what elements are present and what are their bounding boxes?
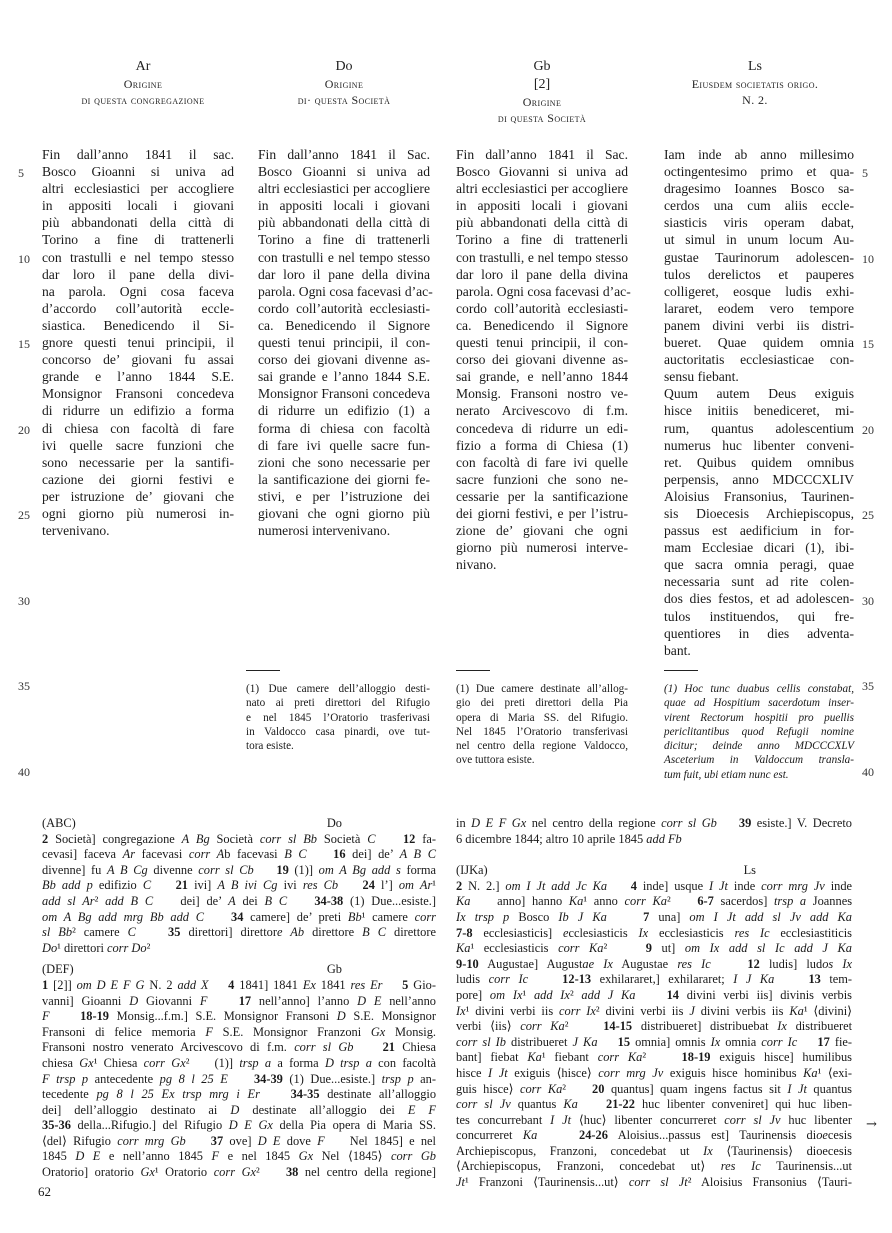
apparatus-line: concurreret Ka 24-26 Aloisius...passus est] Taurinensis dioecesis [456,1128,852,1143]
text-line: dar loro il pane della divina [456,266,628,282]
text-line: Quum autem Deus exiguis [664,386,854,402]
apparatus-line: Bb add p edifizio C 21 ivi] A B ivi Cg ivi res Cb 24 l’] om Ar¹ [42,878,437,893]
text-line: Monsignor Fransoni concedeva [258,386,430,402]
text-line: cerdos una cum aliis eccle- [664,198,854,214]
column-heading-do [258,58,430,108]
text-line: que sacra omnia peragi, quae [664,557,854,573]
text-line: più abbandonati della città di [456,215,628,231]
apparatus-line: Ix¹ divini verbi iis corr Ix² divini verbi iis J divini verbis iis Ka¹ ⟨divini⟩ [456,1003,853,1018]
text-line: bueret. Quae quidem omnia [664,335,854,351]
column-heading-ls [650,58,860,108]
apparatus-entries-gb-continued [456,816,852,847]
text-line: di fare ivi quelle sacre fun- [258,437,430,453]
text-line: Fin dall’anno 1841 il Sac. [456,147,628,162]
footnote-ls [664,682,854,782]
text-line: lararet, eodem vero tempore [664,300,854,316]
heading-line: Origine [324,77,364,91]
column-heading-gb [456,58,628,126]
apparatus-line: corr sl Ib distribueret J Ka 15 omnia] omnis Ix omnia corr Ic 17 fie- [456,1034,853,1049]
line-number: 30 [18,593,30,608]
apparatus-line: sl Bb² camere C 35 direttori] direttore Ab direttore B C direttore [42,925,436,940]
text-line: necessaria sunt ad rite colen- [664,574,854,590]
apparatus-line: 6 dicembre 1844; altro 10 aprile 1845 add Fb [456,831,682,846]
apparatus-line: corr sl Jv quantus Ka 21-22 huc libenter conveniret] qui huc liben- [456,1097,852,1112]
text-line: con trastulli, e nel tempo stesso [456,249,628,265]
apparatus-line: Oratorio] oratorio Gx¹ Oratorio corr Gx² 38 nel centro della regione] [42,1165,436,1180]
heading-line: di questa congregazione [81,93,205,107]
apparatus-line: chiesa Gx¹ Chiesa corr Gx² (1)] trsp a a forma D trsp a con facoltà [42,1055,437,1070]
footnote-line: ove tuttora esiste. [456,754,535,767]
text-line: con trastulli e nel tempo stesso [258,249,430,265]
text-line: Fin dall’anno 1841 il sac. [42,147,234,162]
apparatus-line: 35-36 della...Rifugio.] del Rifugio D E Gx della Pia opera di Maria SS. [42,1118,436,1133]
text-line: concedeva di ridurre un edi- [456,420,628,436]
line-number: 5 [18,166,24,181]
line-number: 40 [18,764,30,779]
text-line: di ridurre un edifizio a forma [42,403,234,419]
text-line: di chiesa con facoltà di fare [42,420,234,436]
text-line: perpensis, anno MDCCCXLIV [664,471,854,487]
text-line: sis Dioecesis Archiepiscopus, [664,505,854,521]
text-line: mam Ecclesiae dicari (1), ibi- [664,540,854,556]
text-line: questi tenui principii, il con- [258,335,430,351]
line-number: 20 [18,422,30,437]
footnote-line: (1) Due camere destinate all’allog- [456,683,628,695]
line-number: 10 [18,251,30,266]
text-line: parola. Ogni cosa facevasi d’ac- [258,283,433,299]
line-number: 30 [862,593,874,608]
text-line: dragesimo Ioannes Bosco sa- [664,181,854,197]
line-number: 20 [862,422,874,437]
apparatus-line: Do¹ direttori corr Do² [42,940,151,955]
apparatus-line: F trsp p antecedente pg 8 l 25 E 34-39 (1) Due...esiste.] trsp p an- [42,1071,436,1086]
line-number: 25 [18,508,30,523]
line-number: 5 [862,166,868,181]
text-line: fizio a forma di Chiesa (1) [456,437,628,453]
footnote-line: (1) Hoc tunc duabus cellis constabat, [664,683,854,695]
apparatus-siglum: Do [326,816,342,830]
text-line: Torino a fine di trattenerli [42,232,234,248]
text-line: auctoritatis ecclesiasticae con- [664,352,854,368]
apparatus-line: 2 Società] congregazione A Bg Società corr sl Bb Società C 12 fa- [42,831,436,846]
apparatus-line: 2 N. 2.] om I Jt add Jc Ka 4 inde] usque I Jt inde corr mrg Jv inde [456,878,853,893]
text-line: in appositi locali i giovani [258,198,430,214]
heading-line: di· questa Società [297,93,391,107]
critical-apparatus-right [456,816,852,1191]
text-line: Monsignor Fransoni concedeva [42,386,234,402]
text-line: grande e l’anno 1844 S.E. [42,369,234,385]
apparatus-line: Jt¹ Franzoni ⟨Taurinensis...ut⟩ corr sl Jt² Aloisius Fransonius ⟨Tauri- [456,1175,852,1190]
apparatus-siglum: Gb [326,962,342,977]
critical-apparatus-left [42,816,436,1181]
text-line: tulos instituendos, qui fre- [664,608,854,624]
apparatus-line: verbi ⟨iis⟩ corr Ka² 14-15 distribueret] distribuebat Ix distribueret [456,1019,853,1034]
text-line: numerosi intervenivano. [258,523,391,539]
text-line: cordo coll’autorità ecclesiasti- [456,300,628,316]
text-line: quentiores in dies adventa- [664,625,854,641]
text-line: sono necessarie per la santifi- [42,454,234,470]
text-line: dar loro il pane della divina [258,266,430,282]
text-line: corso dei giovani divenne as- [456,352,628,368]
text-line: in appositi locali i giovani [42,198,234,214]
text-line: di ridurre un edifizio (1) a [258,403,430,419]
text-line: altri ecclesiastici per accogliere [258,181,430,197]
text-column-ls [664,146,854,659]
siglum: Ar [135,59,151,74]
text-line: tulos derelictos et pauperes [664,266,854,282]
apparatus-line: om A Bg add mrg Bb add C 34 camere] de’ preti Bb¹ camere corr [42,909,436,924]
text-line: Bosco Gioanni si univa ad [258,164,430,180]
footnote-line: (1) Due camere dell’alloggio desti- [246,683,430,695]
heading-line: N. 2. [742,93,768,107]
apparatus-group: (IJKa) [456,863,488,878]
text-line: sai grande, e nell’anno 1844 [456,369,628,385]
apparatus-line: Ka¹ ecclesiasticis corr Ka² 9 ut] om Ix add sl Ic add J Ka [456,941,852,956]
text-line: cessarie per la santificazione [456,488,628,504]
text-line: numerus huc libenter conveni- [664,437,854,453]
apparatus-line: pore] om Ix¹ add Ix² add J Ka 14 divini verbi iis] divinis verbis [456,987,853,1002]
heading-line: Origine [123,77,163,91]
text-line: giovani che ogni giorno più [258,505,430,521]
footnote-line: nel centro della regione Valdocco, [456,740,628,753]
siglum: Gb [533,59,551,74]
line-number: 40 [862,764,874,779]
text-line: zione de’ giovani che ogni [456,523,628,539]
apparatus-line: 1845 D E e nell’anno 1845 F e nel 1845 Gx Nel ⟨1845⟩ corr Gb [42,1149,436,1164]
text-line: octingentesimo primo et qua- [664,164,854,180]
apparatus-entries-do [42,832,436,957]
column-heading-ar [40,58,246,108]
footnote-line: gio dei preti direttori della Pia [456,697,628,710]
footnote-rule [246,670,280,671]
apparatus-line: Archiepiscopus, Franzoni, concedebat ut Ix ⟨Taurinensis⟩ dioecesis [456,1143,852,1158]
apparatus-line: dei] dell’alloggio destinato ai D destinate all’alloggio dei E F [42,1102,436,1117]
footnote-rule [456,670,490,671]
text-line: con trastulli e nel tempo stesso [42,249,234,265]
apparatus-line: vanni] Gioanni D Giovanni F 17 nell’anno] l’anno D E nell’anno [42,993,437,1008]
footnote-line: virent Rectorum hospitii pro puellis [664,711,854,724]
text-line: gustae Taurinorum adolescen- [664,249,854,265]
text-line: siasticis viris operam dabat, [664,215,854,231]
footnote-line: tum fuit, ubi etiam nunc est. [664,768,789,781]
text-line: in appositi locali i giovani [456,198,628,214]
footnote-do [246,682,430,753]
apparatus-line: guis hisce⟩ corr Ka² 20 quantus] quam ingens factus sit I Jt quantus [456,1081,852,1096]
text-column-gb [456,146,631,573]
apparatus-line: 1 [2]] om D E F G N. 2 add X 4 1841] 1841 Ex 1841 res Er 5 Gio- [42,977,436,992]
apparatus-siglum: Ls [743,863,756,878]
footnote-line: e nel 1845 l’Oratorio trasferivasi [246,711,430,724]
apparatus-line: Ix trsp p Bosco Ib J Ka 7 una] om I Jt add sl Jv add Ka [456,909,852,924]
text-line: siastica. Benedicendo il Si- [42,317,234,333]
text-line: dos dies festos, et ad adolescen- [664,591,854,607]
apparatus-group-header [456,863,756,879]
section-number: [2] [533,77,551,92]
line-number: 35 [862,679,874,694]
apparatus-entries-gb [42,978,436,1181]
text-line: Monsig. Fransoni nostro ve- [456,386,628,402]
text-line: ivi quelle sacre funzioni che [42,437,234,453]
text-line: na parola. Ogni cosa faceva [42,283,234,299]
text-line: d’accordo coll’autorità eccle- [42,300,234,316]
text-line: dar loro il pane della divi- [42,266,234,282]
text-line: ogni giorno più numerosi in- [42,505,234,521]
footnote-line: opera di Maria SS. del Rifugio. [456,711,628,724]
apparatus-line: Ka anno] hanno Ka¹ anno corr Ka² 6-7 sacerdos] trsp a Joannes [456,894,853,909]
siglum: Do [335,59,353,74]
text-line: giorno più numerosi interve- [456,540,628,556]
text-line: Bosco Giovanni si univa ad [456,164,628,180]
line-number: 35 [18,679,30,694]
apparatus-line: divenne] fu A B Cg divenne corr sl Cb 19 (1)] om A Bg add s forma [42,862,437,877]
apparatus-group: (ABC) [42,816,76,830]
text-line: cazione dei giorni festivi e [42,471,234,487]
text-line: forma di chiesa con facoltà [258,420,430,436]
text-line: colligeret, eosque ludis exhi- [664,283,854,299]
footnote-line: nato ai preti direttori del Rifugio [246,697,430,710]
text-line: ca. Benedicendo il Signore [258,317,430,333]
line-number: 15 [18,337,30,352]
text-line: ret. Quibus quidem omnibus [664,454,854,470]
text-line: Fin dall’anno 1841 il Sac. [258,147,430,162]
apparatus-line: hisce I Jt exiguis ⟨hisce⟩ corr mrg Jv exiguis hisce hominibus Ka¹ ⟨exi- [456,1065,852,1080]
footnote-rule [664,670,698,671]
apparatus-line: ⟨del⟩ Rifugio corr mrg Gb 37 ove] D E dove F Nel 1845] e nel [42,1133,436,1148]
apparatus-line: in D E F Gx nel centro della regione corr sl Gb 39 esiste.] V. Decreto [456,816,852,830]
apparatus-entries-ls [456,879,852,1191]
apparatus-line: cevasi] faceva Ar facevasi corr Ab facevasi B C 16 dei] de’ A B C [42,847,437,862]
siglum: Ls [748,59,762,74]
text-line: altri ecclesiastici per accogliere [42,181,234,197]
text-line: più abbandonati della città di [42,215,234,231]
footnote-line: periclitantibus quod Refugii nomine [664,725,854,738]
apparatus-line: 9-10 Augustae] Augustae Ix Augustae res Ic 12 ludis] ludos Ix [456,956,852,971]
footnote-line: quae ad Hospitium sacerdotum inser- [664,697,854,710]
text-line: zioni che sono necessarie per [258,454,430,470]
apparatus-group-header [42,816,342,832]
text-line: dei giorni festivi, e per l’istru- [456,505,628,521]
heading-line: Origine [522,95,562,109]
apparatus-line: ⟨Archiepiscopus, Franzoni, concedebat ut⟩ res Ic Taurinensis...ut [456,1159,852,1174]
text-line: per istruzione de’ giovani che [42,488,234,504]
footnote-line: Asceterium in Valdoccum transla- [664,754,854,767]
text-column-do [258,146,433,539]
heading-line: Eiusdem societatis origo. [691,77,819,91]
text-line: bant. [664,642,691,658]
text-line: la santificazione dei giorni fe- [258,471,430,487]
text-line: Iam inde ab anno millesimo [664,147,854,162]
text-line: stivi, e per l’istruzione dei [258,488,430,504]
text-line: più abbandonati della città di [258,215,430,231]
text-line: sai grande e l’anno 1844 S.E. [258,369,430,385]
apparatus-line: Fransoni di felice memoria F S.E. Monsignor Franzoni Gx Monsig. [42,1024,436,1039]
apparatus-group: (DEF) [42,962,74,977]
footnote-line: in Valdocco casa pinardi, ove tut- [246,725,430,738]
apparatus-line: 7-8 ecclesiasticis] ecclesiasticis Ix ecclesiasticis res Ic ecclesiastiticis [456,925,852,940]
text-line: sensu fiebant. [664,369,739,385]
text-column-ar [42,146,234,539]
apparatus-line: ludis corr Ic 12-13 exhilararet,] exhilararet; I J Ka 13 tem- [456,972,853,987]
text-line: rum, quantus adolescentium [664,420,854,436]
line-number: 10 [862,251,874,266]
text-line: panem divini verbi iis distri- [664,317,854,333]
text-line: corso dei giovani divenne as- [258,352,430,368]
apparatus-line: tes concurrebant I Jt ⟨huc⟩ libenter concurreret corr sl Jv huc libenter [456,1112,852,1127]
text-line: Bosco Gioanni si univa ad [42,164,234,180]
text-line: passus est aedificium in for- [664,523,854,539]
text-line: hisce initiis benediceret, mi- [664,403,854,419]
text-line: cordo coll’autorità ecclesiasti- [258,300,430,316]
apparatus-line: Fransoni nostro venerato Arcivescovo di f.m. corr sl Gb 21 Chiesa [42,1040,436,1055]
text-line: altri ecclesiastici per accogliere [456,181,628,197]
footnote-line: Nel 1845 l’Oratorio transferivasi [456,725,628,738]
text-line: Torino a fine di trattenerli [258,232,430,248]
continuation-arrow-icon: → [866,1117,877,1132]
text-line: tervenivano. [42,523,110,539]
footnote-line: dicitur; deinde anno MDCCCXLV [664,740,854,753]
text-line: gnore questi tenui principii, il [42,335,234,351]
heading-line: di questa Società [497,111,587,125]
line-number: 15 [862,337,874,352]
apparatus-line: add sl Ar² add B C dei] de’ A dei B C 34-38 (1) Due...esiste.] [42,893,436,908]
apparatus-line: bant] fiebat Ka¹ fiebant corr Ka² 18-19 exiguis hisce] humilibus [456,1050,852,1065]
text-line: nivano. [456,557,497,573]
page-number: 62 [38,1184,51,1199]
text-line: concorso de’ giovani fu assai [42,352,234,368]
apparatus-line: tecedente pg 8 l 25 Ex trsp mrg i Er 34-35 destinate all’alloggio [42,1087,437,1102]
footnote-line: tora esiste. [246,740,294,753]
apparatus-line: F 18-19 Monsig...f.m.] S.E. Monsignor Fransoni D S.E. Monsignor [42,1009,436,1024]
text-line: Torino a fine di trattenerli [456,232,628,248]
text-line: questi tenui principii, il con- [456,335,628,351]
text-line: ca. Benedicendo il Signore [456,317,628,333]
apparatus-group-header [42,962,342,978]
text-line: Aloisius Fransonius, Taurinen- [664,488,854,504]
footnote-gb [456,682,628,768]
text-line: con facoltà di fare ivi quelle [456,454,628,470]
text-line: sacre funzioni che sono ne- [456,471,628,487]
text-line: parola. Ogni cosa facevasi d’ac- [456,283,631,299]
text-line: ut simul in unum locum Au- [664,232,854,248]
text-line: nerato Arcivescovo di f.m. [456,403,628,419]
line-number: 25 [862,508,874,523]
